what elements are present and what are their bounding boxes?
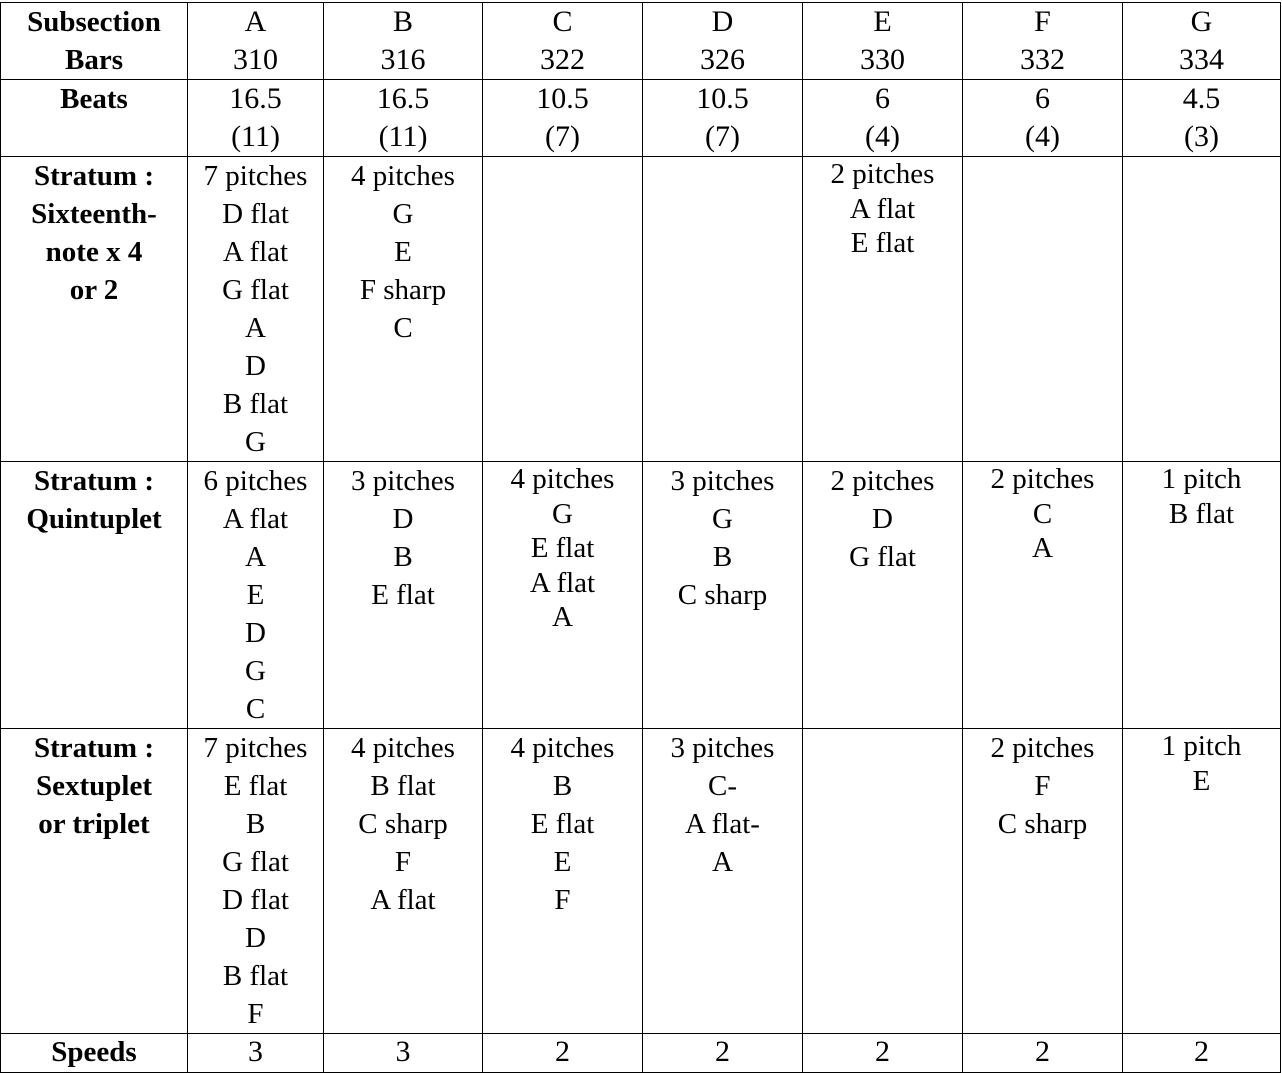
stratum-sextuplet-label (1, 729, 188, 1034)
pitch-name: F (1034, 770, 1051, 802)
pitch-name: G (392, 198, 414, 230)
beats-label (1, 80, 188, 157)
pitch-name: D flat (222, 884, 289, 916)
pitch-cell (324, 462, 483, 729)
pitch-name: E flat (530, 808, 595, 840)
pitch-name: A flat (222, 503, 289, 535)
pitch-name: B flat (370, 770, 436, 802)
pitch-name: B flat (222, 960, 289, 992)
pitch-cell (1123, 462, 1281, 729)
bar-number: 332 (1020, 43, 1065, 76)
subsection-letter: C (552, 5, 573, 38)
pitch-name: D (245, 350, 266, 382)
pitch-cell (324, 157, 483, 462)
subsection-bars-label (1, 3, 188, 80)
pitch-cell (643, 729, 803, 1034)
beats-cell-c (483, 80, 643, 157)
stratum-quintuplet-label (1, 462, 188, 729)
stratum-label-line: Quintuplet (26, 503, 162, 535)
pitch-cell (963, 729, 1123, 1034)
pitch-name: F sharp (359, 274, 447, 306)
pitch-name: G (245, 655, 266, 687)
subsection-letter: G (1190, 5, 1213, 38)
subsection-letter: F (1034, 5, 1051, 38)
beats-count: (7) (545, 120, 580, 153)
pitch-name: A flat (222, 236, 289, 268)
stratum-quintuplet-row (1, 462, 1281, 729)
stratum-sextuplet-row (1, 729, 1281, 1034)
speed-cell: 2 (643, 1034, 803, 1073)
beats-count: (7) (705, 120, 740, 153)
pitch-name: G (712, 503, 733, 535)
pitch-name: B (245, 808, 266, 840)
pitch-name: C- (708, 770, 737, 802)
subsection-letter: A (244, 5, 267, 38)
pitch-name: D (245, 922, 266, 954)
bar-number: 326 (700, 43, 745, 76)
beats-count: (4) (865, 120, 900, 153)
pitch-name: F (247, 998, 264, 1030)
speed-cell: 2 (483, 1034, 643, 1073)
beats-value: 16.5 (376, 82, 430, 115)
pitch-cell (643, 157, 803, 462)
subsection-label: Subsection (27, 6, 161, 38)
stratum-label-line: Stratum : (33, 732, 154, 764)
bar-number: 334 (1179, 43, 1224, 76)
pitch-name: G flat (222, 846, 289, 878)
pitch-name: F (394, 846, 412, 878)
pitch-name: E flat (530, 532, 595, 564)
pitch-name: A (245, 541, 266, 573)
pitch-name: A flat (370, 884, 436, 916)
pitch-cell (483, 157, 643, 462)
beats-value: 4.5 (1182, 82, 1221, 115)
pitch-name: C sharp (677, 579, 768, 611)
beats-cell-a (188, 80, 324, 157)
pitch-cell (188, 157, 324, 462)
pitch-count: 4 pitches (510, 732, 615, 764)
pitch-name: B (393, 541, 413, 573)
pitch-name: A (552, 601, 573, 633)
beats-count: (3) (1184, 120, 1219, 153)
pitch-name: E flat (850, 227, 915, 259)
pitch-count: 4 pitches (510, 463, 615, 495)
speed-cell: 2 (803, 1034, 963, 1073)
pitch-name: E flat (371, 579, 435, 611)
pitch-name: G flat (222, 274, 289, 306)
beats-row (1, 80, 1281, 157)
pitch-name: A (712, 846, 733, 878)
speed-cell: 2 (1123, 1034, 1281, 1073)
stratum-label-line: or triplet (38, 808, 150, 840)
pitch-count: 6 pitches (203, 465, 308, 497)
beats-count: (11) (378, 120, 428, 153)
pitch-count: 4 pitches (351, 160, 455, 192)
pitch-name: C (245, 693, 266, 725)
beats-value: 10.5 (536, 82, 589, 115)
stratum-label-line: note x 4 (45, 236, 143, 268)
beats-cell-d (643, 80, 803, 157)
pitch-name: F (554, 884, 571, 916)
pitch-name: G (552, 497, 573, 530)
subsection-cell-c (483, 3, 643, 80)
pitch-cell (1123, 729, 1281, 1034)
pitch-name: G (245, 426, 266, 458)
pitch-name: D (872, 503, 893, 535)
pitch-name: A (1032, 532, 1053, 564)
subsection-cell-d (643, 3, 803, 80)
pitch-name: D (245, 617, 266, 649)
pitch-name: A flat- (685, 808, 760, 840)
beats-cell-b (324, 80, 483, 157)
speed-cell: 3 (188, 1034, 324, 1073)
pitch-name: B (552, 770, 573, 802)
pitch-count: 7 pitches (203, 160, 308, 192)
pitch-cell (483, 462, 643, 729)
pitch-name: A (245, 312, 266, 344)
pitch-count: 1 pitch (1161, 463, 1242, 495)
bar-number: 330 (860, 43, 905, 76)
subsection-cell-b (324, 3, 483, 80)
pitch-cell (188, 462, 324, 729)
speed-cell: 3 (324, 1034, 483, 1073)
pitch-cell (1123, 157, 1281, 462)
beats-value: 6 (875, 82, 890, 115)
pitch-name: A flat (529, 566, 596, 599)
subsection-letter: B (392, 5, 413, 38)
pitch-count: 2 pitches (830, 158, 935, 190)
pitch-cell (963, 157, 1123, 462)
stratum-label-line: Stratum : (33, 160, 154, 192)
pitch-name: D (392, 503, 414, 535)
pitch-name: B flat (1168, 497, 1235, 530)
pitch-cell (803, 462, 963, 729)
pitch-cell (483, 729, 643, 1034)
stratum-label-line: Sixteenth- (31, 198, 157, 230)
stratum-sixteenth-row (1, 157, 1281, 462)
speed-cell: 2 (963, 1034, 1123, 1073)
subsection-cell-a (188, 3, 324, 80)
beats-count: (4) (1025, 120, 1060, 153)
pitch-count: 1 pitch (1161, 730, 1242, 762)
stratum-label-line: Sextuplet (36, 770, 152, 802)
pitch-count: 2 pitches (990, 732, 1095, 764)
pitch-name: C sharp (358, 808, 448, 840)
subsection-cell-g (1123, 3, 1281, 80)
beats-count: (11) (231, 120, 280, 153)
bar-number: 310 (233, 43, 278, 76)
pitch-name: E (1192, 764, 1211, 797)
subsection-letter: E (873, 5, 892, 38)
speeds-label-text: Speeds (51, 1036, 137, 1068)
pitch-cell (803, 729, 963, 1034)
bar-number: 322 (540, 43, 585, 76)
pitch-count: 3 pitches (351, 465, 455, 497)
beats-cell-f (963, 80, 1123, 157)
pitch-name: C sharp (997, 808, 1088, 840)
pitch-name: E (246, 579, 265, 611)
subsection-cell-f (963, 3, 1123, 80)
pitch-cell (963, 462, 1123, 729)
pitch-name: C (393, 312, 413, 344)
bar-number: 316 (380, 43, 426, 76)
subsection-cell-e (803, 3, 963, 80)
subsection-row (1, 3, 1281, 80)
pitch-count: 7 pitches (203, 732, 308, 764)
bars-label: Bars (65, 44, 123, 76)
pitch-name: B flat (222, 388, 289, 420)
pitch-name: C (1032, 497, 1053, 530)
pitch-name: A flat (849, 192, 916, 225)
pitch-cell (324, 729, 483, 1034)
pitch-cell (188, 729, 324, 1034)
pitch-count: 4 pitches (351, 732, 455, 764)
beats-cell-g (1123, 80, 1281, 157)
pitch-name: E (553, 846, 572, 878)
beats-label-text: Beats (60, 83, 128, 115)
pitch-cell (803, 157, 963, 462)
stratum-sixteenth-label (1, 157, 188, 462)
beats-cell-e (803, 80, 963, 157)
stratum-label-line: Stratum : (33, 465, 154, 497)
beats-value: 6 (1035, 82, 1050, 115)
pitch-count: 2 pitches (990, 463, 1095, 495)
pitch-name: D flat (222, 198, 289, 230)
pitch-name: B (712, 541, 733, 573)
pitch-count: 2 pitches (830, 465, 935, 497)
pitch-cell (643, 462, 803, 729)
pitch-count: 3 pitches (670, 465, 775, 497)
stratum-label-line: or 2 (69, 274, 119, 306)
subsection-letter: D (711, 5, 734, 38)
beats-value: 10.5 (696, 82, 749, 115)
pitch-strata-table (0, 2, 1281, 1073)
pitch-name: E flat (223, 770, 288, 802)
pitch-name: E (394, 236, 412, 268)
pitch-count: 3 pitches (670, 732, 775, 764)
pitch-name: G flat (849, 541, 916, 573)
beats-value: 16.5 (229, 82, 282, 115)
